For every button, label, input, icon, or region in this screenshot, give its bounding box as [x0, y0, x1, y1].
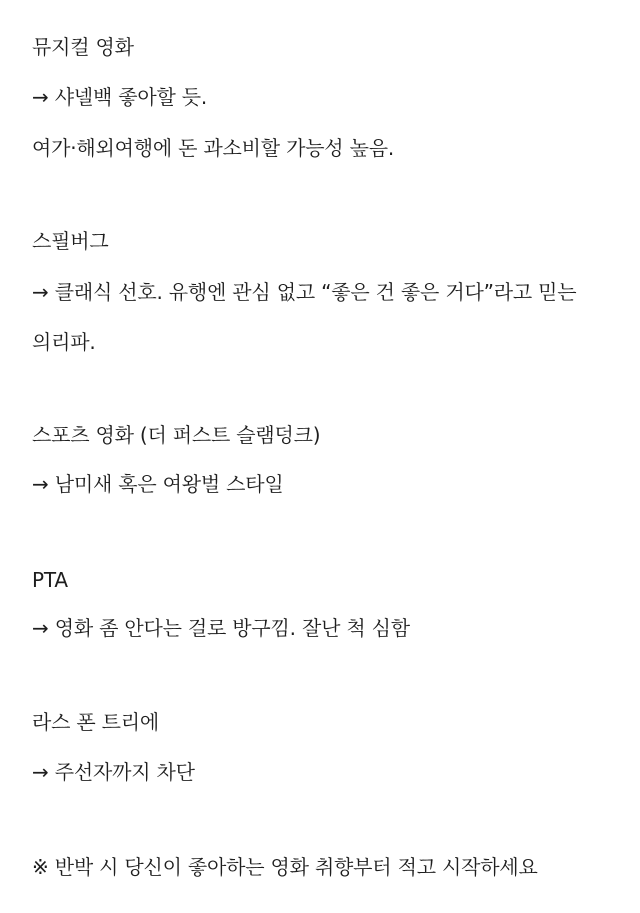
- section-text: 의리파.: [32, 330, 96, 354]
- section-text: → 주선자까지 차단: [32, 760, 195, 784]
- section-heading-pta: PTA: [32, 568, 68, 592]
- section-text: → 샤넬백 좋아할 듯.: [32, 85, 208, 109]
- section-text: → 영화 좀 안다는 걸로 방구낌. 잘난 척 심함: [32, 616, 410, 640]
- section-heading-lars-von-trier: 라스 폰 트리에: [32, 710, 160, 734]
- section-heading-musical: 뮤지컬 영화: [32, 35, 134, 59]
- footer-note: ※ 반박 시 당신이 좋아하는 영화 취향부터 적고 시작하세요: [32, 855, 538, 879]
- section-text: 여가·해외여행에 돈 과소비할 가능성 높음.: [32, 136, 394, 160]
- section-text: → 남미새 혹은 여왕벌 스타일: [32, 472, 284, 496]
- section-text: → 클래식 선호. 유행엔 관심 없고 “좋은 건 좋은 거다”라고 믿는: [32, 280, 577, 304]
- section-heading-sports: 스포츠 영화 (더 퍼스트 슬램덩크): [32, 423, 321, 447]
- section-heading-spielberg: 스필버그: [32, 229, 109, 253]
